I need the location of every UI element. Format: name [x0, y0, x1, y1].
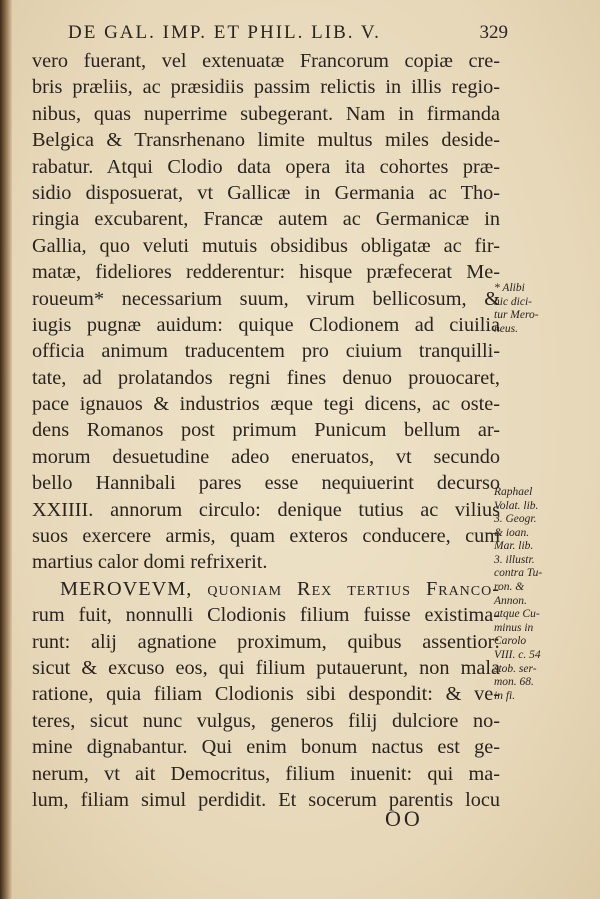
- text-line: sidio disposuerat, vt Gallicæ in Germania ac Tho-: [32, 181, 500, 204]
- margin-spacer: [494, 418, 584, 432]
- text-line: morum desuetudine adeo eneruatos, vt secundo: [32, 445, 500, 468]
- margin-note: neus.: [494, 322, 518, 335]
- text-line: iugis pugnæ auidum: quique Clodionem ad ciuilia: [32, 313, 500, 336]
- margin-note: minus in: [494, 621, 534, 634]
- margin-note: Carolo: [494, 635, 527, 648]
- text-line: teres, sicut nunc vulgus, generos filij dulciore no-: [32, 709, 500, 732]
- margin-spacer: [494, 377, 584, 391]
- margin-note: Raphael: [494, 485, 533, 498]
- text-line: bello Hannibali pares esse nequiuerint decurso: [32, 472, 500, 495]
- text-line: Gallia, quo veluti mutuis obsidibus obligatæ ac fir-: [32, 234, 500, 257]
- margin-notes: [494, 282, 584, 703]
- margin-note: 3. illustr.: [494, 553, 535, 566]
- margin-note: VIII. c. 54: [494, 649, 541, 662]
- margin-note: contra Tu-: [494, 567, 543, 580]
- text-line: martius calor domi refrixerit.: [32, 551, 268, 574]
- margin-spacer: [494, 459, 584, 473]
- text-line: sicut & excuso eos, qui filium putauerunt, non mala: [32, 656, 500, 679]
- running-title: DE GAL. IMP. ET PHIL. LIB. V.: [68, 22, 381, 43]
- text-line: pace ignauos & industrios æque tegi dicens, ac oste-: [32, 393, 500, 416]
- signature-mark: OO: [385, 806, 423, 831]
- margin-note: * Alibi: [494, 282, 525, 294]
- margin-note: ron. &: [494, 581, 525, 594]
- margin-note: mon. 68.: [494, 676, 534, 689]
- text-line: tate, ad prolatandos regni fines denuo prouocaret,: [32, 366, 500, 389]
- text-line: lum, filiam simul perdidit. Et socerum parentis locu: [32, 788, 500, 811]
- text-line: runt: alij agnatione proximum, quibus assentior:: [32, 630, 500, 653]
- text-line: Belgica & Transrhenano limite multus miles deside-: [32, 129, 500, 152]
- text-line-chapter-start: MEROVEVM, quoniam Rex tertius Franco-: [60, 577, 500, 600]
- margin-spacer: [494, 364, 584, 378]
- margin-spacer: [494, 432, 584, 446]
- margin-spacer: [494, 336, 584, 350]
- margin-spacer: [494, 350, 584, 364]
- margin-note: & ioan.: [494, 526, 530, 539]
- text-line: XXIIII. annorum circulo: denique tutius ac vilius: [32, 498, 500, 521]
- page-number: 329: [479, 22, 508, 43]
- text-line: matæ, fideliores redderentur: hisque præfecerat Me-: [32, 261, 500, 284]
- text-line: vero fuerant, vel extenuatæ Francorum copiæ cre-: [32, 50, 500, 72]
- margin-note: Mar. lib.: [494, 540, 534, 553]
- margin-spacer: [494, 391, 584, 405]
- margin-note: tur Mero-: [494, 309, 539, 322]
- margin-note: Annon.: [494, 594, 527, 607]
- margin-spacer: [494, 404, 584, 418]
- margin-note: hic dici-: [494, 295, 532, 308]
- margin-spacer: [494, 445, 584, 459]
- margin-note: atque Cu-: [494, 608, 540, 621]
- text-line: dens Romanos post primum Punicum bellum ar-: [32, 419, 500, 442]
- text-line: rum fuit, nonnulli Clodionis filium fuisse existima-: [32, 604, 500, 627]
- text-line: mine dignabantur. Qui enim bonum nactus est ge-: [32, 736, 500, 759]
- main-text-block: [32, 48, 500, 813]
- margin-note: stob. ser-: [494, 662, 537, 675]
- text-line: bris præliis, ac præsidiis passim relictis in illis regio-: [32, 76, 500, 99]
- text-line: suos exercere armis, quam exteros conducere, cum: [32, 525, 500, 548]
- text-line: roueum* necessarium suum, virum bellicosum, &: [32, 287, 500, 310]
- text-line: ratione, quia filiam Clodionis sibi despondit: & ve-: [32, 683, 500, 706]
- margin-note: in fi.: [494, 689, 516, 702]
- text-line: nerum, vt ait Democritus, filium inuenit: qui ma-: [32, 762, 500, 785]
- running-header: [68, 22, 508, 44]
- text-line: ringia excubarent, Francæ autem ac Germanicæ in: [32, 208, 500, 231]
- text-line: officia animum traducentem pro ciuium tranquilli-: [32, 340, 500, 363]
- text-line: rabatur. Atqui Clodio data opera ita cohortes præ-: [32, 155, 500, 178]
- margin-note: 3. Geogr.: [494, 513, 537, 526]
- margin-note: Volat. lib.: [494, 499, 539, 512]
- binding-gutter: [0, 0, 12, 899]
- margin-spacer: [494, 472, 584, 486]
- text-line: nibus, quas nuperrime subegerant. Nam in firmanda: [32, 102, 500, 125]
